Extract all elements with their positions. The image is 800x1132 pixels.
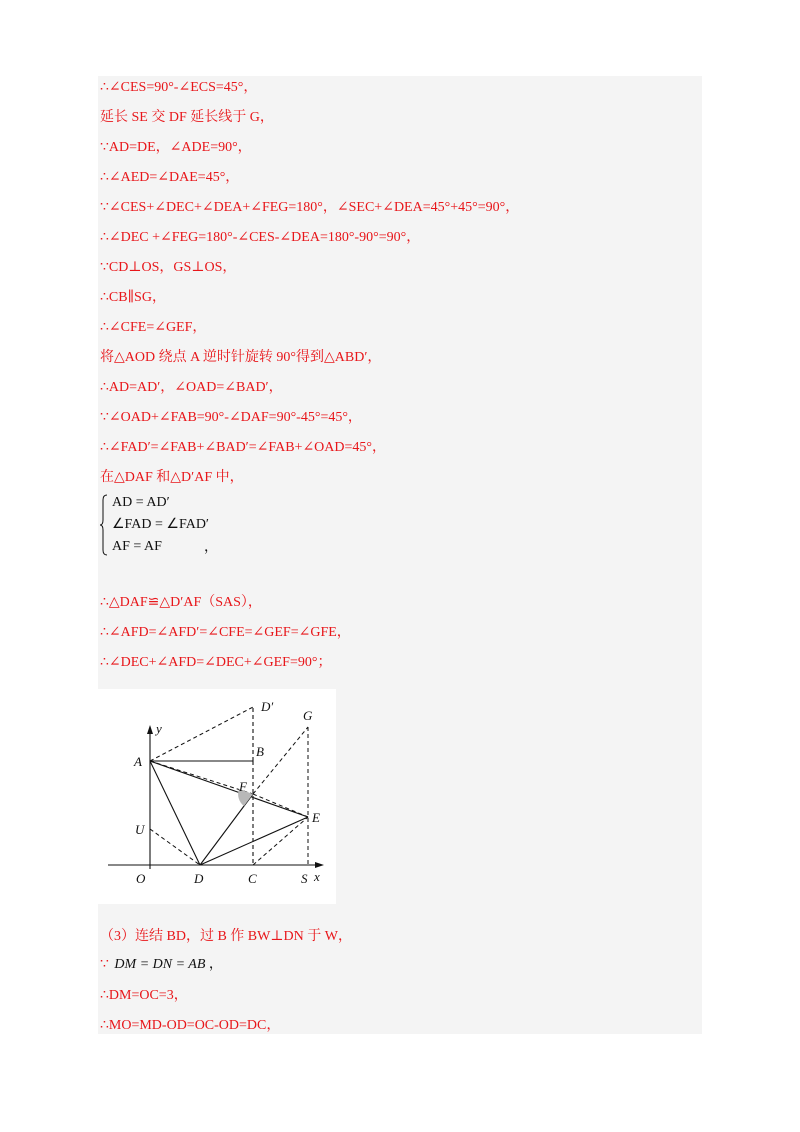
label-e: E bbox=[312, 810, 320, 825]
label-b: B bbox=[256, 744, 264, 759]
label-d: D bbox=[194, 871, 204, 886]
proof-line-12: ∵∠OAD+∠FAB=90°-∠DAF=90°-45°=45°， bbox=[100, 410, 362, 425]
label-o: O bbox=[136, 871, 146, 886]
geometry-figure-svg bbox=[98, 689, 336, 904]
proof-line-13: ∴∠FAD′=∠FAB+∠BAD′=∠FAB+∠OAD=45°， bbox=[100, 440, 387, 455]
proof-line-18: （3）连结 BD，过 B 作 BW⊥DN 于 W， bbox=[100, 929, 352, 944]
proof-line-21: ∴MO=MD-OD=OC-OD=DC， bbox=[100, 1018, 281, 1033]
segment-de bbox=[200, 817, 308, 865]
proof-line-16: ∴∠AFD=∠AFD′=∠CFE=∠GEF=∠GFE， bbox=[100, 625, 351, 640]
proof-line-11: ∴AD=AD′，∠OAD=∠BAD′， bbox=[100, 380, 283, 395]
segment-ce bbox=[253, 817, 308, 865]
y-axis-arrow-icon bbox=[147, 725, 153, 734]
proof-line-8: ∴CB∥SG， bbox=[100, 290, 166, 305]
because-symbol: ∵ bbox=[100, 957, 109, 972]
proof-line-7: ∵CD⊥OS，GS⊥OS， bbox=[100, 260, 237, 275]
label-a: A bbox=[134, 754, 142, 769]
proof-line-10: 将△AOD 绕点 A 逆时针旋转 90°得到△ABD′， bbox=[100, 350, 382, 365]
label-s: S bbox=[301, 871, 308, 886]
segment-ud bbox=[150, 829, 200, 865]
proof-line-19 bbox=[100, 956, 223, 974]
proof-line-3: ∵AD=DE，∠ADE=90°， bbox=[100, 140, 252, 155]
proof-line-2: 延长 SE 交 DF 延长线于 G， bbox=[100, 110, 274, 125]
label-g: G bbox=[303, 708, 313, 723]
proof-line-6: ∴∠DEC +∠FEG=180°-∠CES-∠DEA=180°-90°=90°， bbox=[100, 230, 421, 245]
label-y: y bbox=[156, 721, 162, 736]
segment-adp bbox=[150, 707, 253, 761]
segment-df bbox=[200, 794, 253, 865]
geometry-figure bbox=[98, 689, 336, 904]
proof-line-4: ∴∠AED=∠DAE=45°， bbox=[100, 170, 240, 185]
system-row-1: AD = AD′ bbox=[112, 495, 170, 510]
proof-line-20: ∴DM=OC=3， bbox=[100, 988, 188, 1003]
label-c: C bbox=[248, 871, 257, 886]
segment-fg bbox=[253, 727, 308, 794]
proof-line-9: ∴∠CFE=∠GEF， bbox=[100, 320, 207, 335]
equation-dm-dn-ab: DM = DN = AB bbox=[114, 957, 206, 972]
proof-line-14: 在△DAF 和△D′AF 中， bbox=[100, 470, 244, 485]
left-brace-icon bbox=[100, 494, 108, 556]
label-u: U bbox=[135, 822, 145, 837]
label-f: F bbox=[239, 779, 247, 794]
system-row-3: AF = AF bbox=[112, 539, 162, 554]
label-d-prime: D′ bbox=[261, 699, 274, 714]
proof-line-1: ∴∠CES=90°-∠ECS=45°， bbox=[100, 80, 258, 95]
x-axis-arrow-icon bbox=[315, 862, 324, 868]
proof-line-15: ∴△DAF≌△D′AF（SAS）， bbox=[100, 595, 262, 610]
equation-comma: ， bbox=[208, 957, 223, 972]
label-x: x bbox=[314, 869, 320, 884]
proof-line-17: ∴∠DEC+∠AFD=∠DEC+∠GEF=90°； bbox=[100, 655, 332, 670]
system-row-2: ∠FAD = ∠FAD′ bbox=[112, 517, 209, 532]
segment-ae bbox=[150, 761, 308, 817]
equation-system bbox=[100, 494, 240, 560]
system-trailing-comma: ， bbox=[204, 540, 218, 555]
proof-line-5: ∵∠CES+∠DEC+∠DEA+∠FEG=180°，∠SEC+∠DEA=45°+45°=90°， bbox=[100, 200, 520, 215]
